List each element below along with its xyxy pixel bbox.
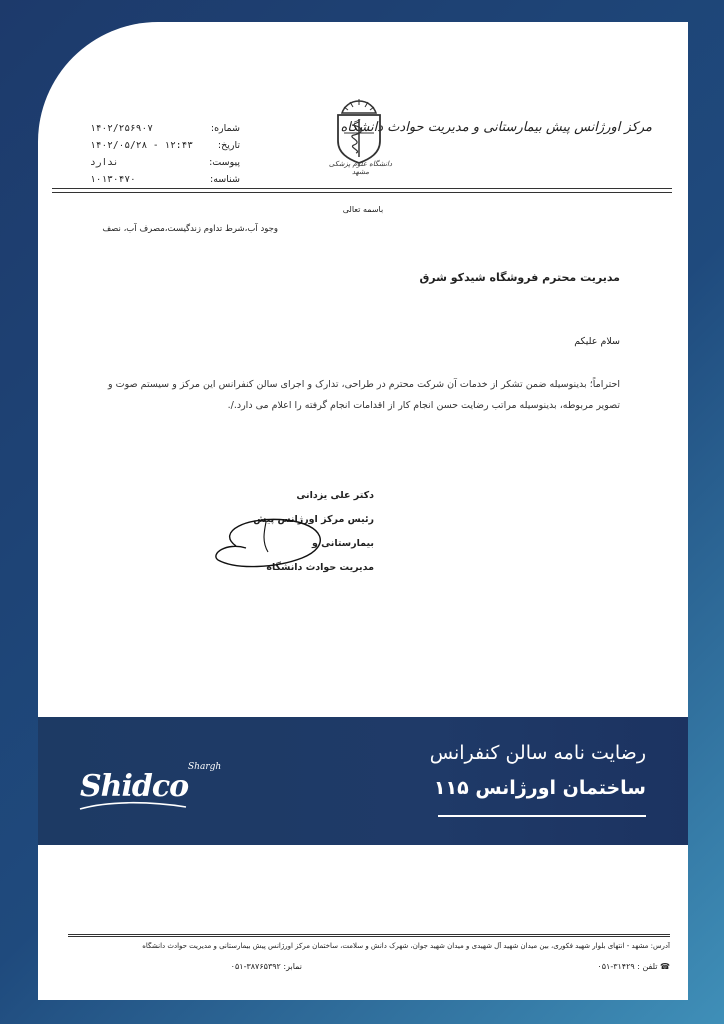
brand-swoosh-icon xyxy=(78,799,188,813)
brand-logo: Shidco xyxy=(80,769,189,804)
handwritten-signature-icon xyxy=(206,512,334,572)
banner-underline xyxy=(438,815,646,817)
water-slogan: وجود آب،شرط تداوم زندگیست،مصرف آب، نصف xyxy=(102,224,278,234)
banner-subtitle: ساختمان اورژانس ۱۱۵ xyxy=(433,777,646,799)
footer-phone: ☎ تلفن : ۳۱۴۲۹-۰۵۱ xyxy=(597,962,670,971)
logo-caption: دانشگاه علوم پزشکی مشهد xyxy=(328,160,393,176)
signer-title-2: مدیریت حوادث دانشگاه xyxy=(266,562,374,573)
meta-date: ۱۴۰۲/۰۵/۲۸ - ۱۲:۴۳ تاریخ: xyxy=(90,140,240,151)
title-banner xyxy=(38,717,688,845)
footer-divider-2 xyxy=(68,936,670,937)
footer-divider xyxy=(68,934,670,935)
organization-name: مرکز اورژانس پیش بیمارستانی و مدیریت حوادث دانشگاه xyxy=(340,120,652,135)
header-divider xyxy=(52,188,672,193)
letter-paper xyxy=(38,22,688,1000)
footer-fax: نمابر: ۳۸۷۶۵۳۹۲-۰۵۱ xyxy=(230,962,302,971)
letter-body: احتراماً؛ بدینوسیله ضمن تشکر از خدمات آن شرکت محترم در طراحی، تدارک و اجرای سالن کنفرانس این مرکز و سیستم صوت و تصویر مربوطه، بدینوسیله مراتب رضایت حسن انجام کار از اقدامات انجام گرفته را اعلام می دارد./. xyxy=(108,379,620,411)
signer-title-1: رئیس مرکز اورژانس پیش بیمارستانی و xyxy=(253,514,374,549)
brand-subtitle: Shargh xyxy=(188,762,222,772)
meta-id: ۱۰۱۳۰۴۷۰ شناسه: xyxy=(90,174,240,185)
recipient: مدیریت محترم فروشگاه شیدکو شرق xyxy=(419,271,620,284)
meta-attachment: ندارد پیوست: xyxy=(90,157,240,168)
footer-address: آدرس: مشهد - انتهای بلوار شهید فکوری، بین میدان شهید آل شهیدی و میدان شهید جوان، شهرک دانش و سلامت، ساختمان مرکز اورژانس پیش بیمارستانی و مدیریت حوادث دانشگاه xyxy=(142,942,670,950)
letter-meta xyxy=(90,120,240,188)
signer-name: دکتر علی یزدانی xyxy=(296,490,374,501)
banner-title: رضایت نامه سالن کنفرانس xyxy=(429,742,646,764)
meta-number: ۱۴۰۲/۲۵۶۹۰۷ شماره: xyxy=(90,123,240,134)
basmala: باسمه تعالی xyxy=(342,205,384,214)
greeting: سلام علیکم xyxy=(574,336,620,347)
